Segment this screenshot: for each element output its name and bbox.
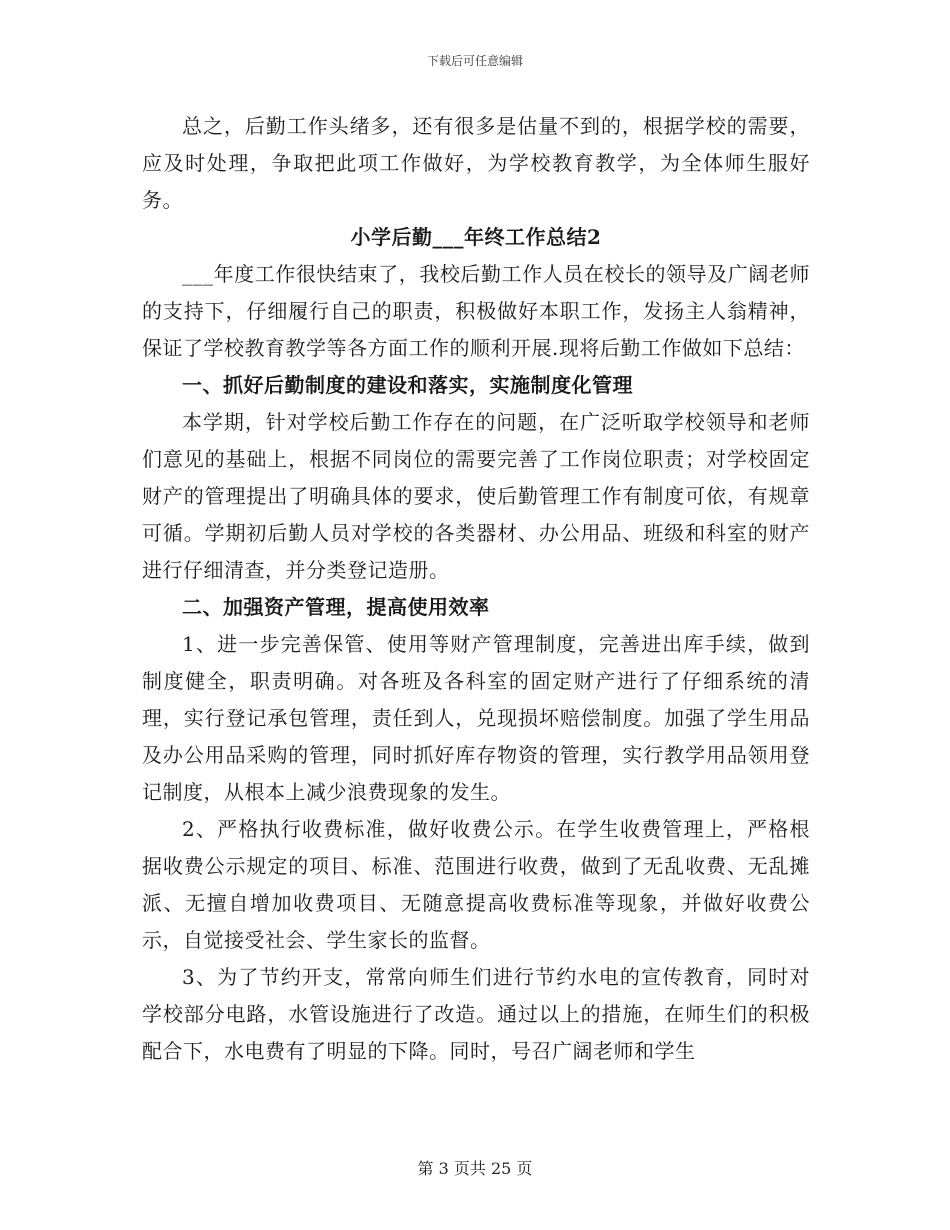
paragraph-conclusion: 总之，后勤工作头绪多，还有很多是估量不到的，根据学校的需要，应及时处理，争取把此项工作做好，为学校教育教学，为全体师生服好务。: [142, 114, 810, 212]
page-header: 下载后可任意编辑: [426, 54, 523, 68]
paragraph-item-3: 3、为了节约开支，常常向师生们进行节约水电的宣传教育，同时对学校部分电路，水管设施进行了改造。通过以上的措施，在师生们的积极配合下，水电费有了明显的下降。同时，号召广阔老师和学生: [142, 965, 810, 1063]
paragraph-1: 本学期，针对学校后勤工作存在的问题，在广泛听取学校领导和老师们意见的基础上，根据不同岗位的需要完善了工作岗位职责；对学校固定财产的管理提出了明确具体的要求，使后勤管理工作有制度可依，有规章可循。学期初后勤人员对学校的各类器材、办公用品、班级和科室的财产进行仔细清查，并分类登记造册。: [142, 410, 810, 582]
document-body: [142, 108, 810, 1070]
paragraph-intro: ___年度工作很快结束了，我校后勤工作人员在校长的领导及广阔老师的支持下，仔细履行自己的职责，积极做好本职工作，发扬主人翁精神，保证了学校教育教学等各方面工作的顺利开展.现将后勤工作做如下总结：: [142, 262, 810, 360]
page-number: 第 3 页共 25 页: [417, 1159, 533, 1178]
heading-1: 一、抓好后勤制度的建设和落实，实施制度化管理: [182, 373, 633, 397]
heading-2: 二、加强资产管理，提高使用效率: [182, 595, 490, 619]
paragraph-item-1: 1、进一步完善保管、使用等财产管理制度，完善进出库手续，做到制度健全，职责明确。对各班及各科室的固定财产进行了仔细系统的清理，实行登记承包管理，责任到人，兑现损坏赔偿制度。加强了学生用品及办公用品采购的管理，同时抓好库存物资的管理，实行教学用品领用登记制度，从根本上减少浪费现象的发生。: [142, 632, 810, 804]
paragraph-item-2: 2、严格执行收费标准，做好收费公示。在学生收费管理上，严格根据收费公示规定的项目、标准、范围进行收费，做到了无乱收费、无乱摊派、无擅自增加收费项目、无随意提高收费标准等现象，并做好收费公示，自觉接受社会、学生家长的监督。: [142, 817, 810, 952]
section-title: 小学后勤___年终工作总结2: [350, 225, 602, 249]
